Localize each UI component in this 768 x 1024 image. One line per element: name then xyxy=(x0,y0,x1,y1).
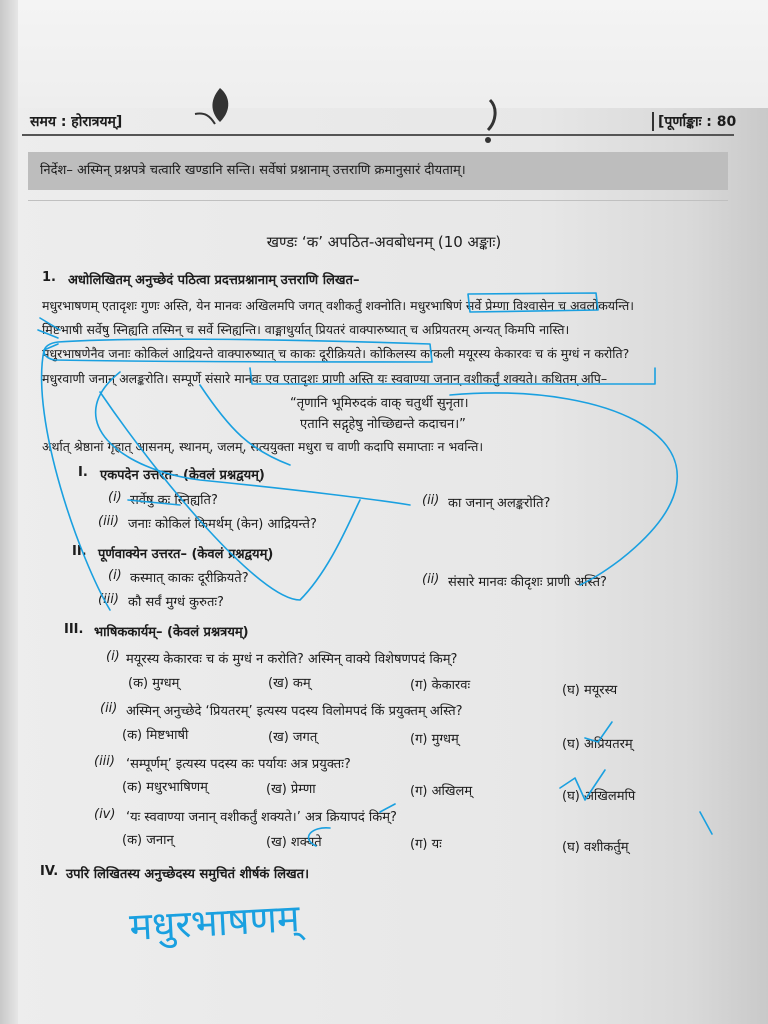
part1-q1: सर्वेषु कः स्निह्यति? xyxy=(130,493,218,508)
part3-q1-option-a: (क) मुग्धम् xyxy=(128,676,180,691)
part3-q4-option-d: (घ) वशीकर्तुम् xyxy=(562,840,629,855)
part1-q2-num: (ii) xyxy=(422,493,440,508)
ornament-drawing xyxy=(190,84,250,134)
part3-q2-option-a: (क) मिष्टभाषी xyxy=(122,728,189,743)
marks-label: [पूर्णाङ्काः : 80 xyxy=(652,112,736,131)
part2-title: पूर्णवाक्येन उत्तरत– (केवलं प्रश्नद्वयम्) xyxy=(98,547,274,562)
part3-q4: ‘यः स्ववाण्या जनान् वशीकर्तुं शक्यते।’ अत्र क्रियापदं किम्? xyxy=(126,810,397,825)
closing-line: अर्थात् श्रेष्ठानां गृहात् आसनम्, स्थानम्, जलम्, सत्ययुक्ता मधुरा च वाणी कदापि समाप्ताः न भवन्ति। xyxy=(42,439,484,454)
part3-label: III. xyxy=(64,622,84,637)
part3-q4-option-b: (ख) शक्यते xyxy=(266,835,322,850)
question-number: 1. xyxy=(42,270,56,285)
part2-q2: संसारे मानवः कीदृशः प्राणी अस्ति? xyxy=(448,575,607,590)
part2-q3-num: (iii) xyxy=(98,592,119,607)
part3-q2: अस्मिन् अनुच्छेदे ‘प्रियतरम्’ इत्यस्य पदस्य विलोमपदं किं प्रयुक्तम् अस्ति? xyxy=(126,704,463,719)
divider xyxy=(28,200,728,201)
part3-q4-option-a: (क) जनान् xyxy=(122,833,174,848)
part3-q3-num: (iii) xyxy=(94,754,115,769)
part3-q4-num: (iv) xyxy=(94,807,116,822)
verse-line-1: “तृणानि भूमिरुदकं वाक् चतुर्थी सुनृता। xyxy=(290,396,469,411)
part4-label: IV. xyxy=(40,864,59,879)
part3-q2-option-b: (ख) जगत् xyxy=(268,730,318,745)
passage-line-3: मधुरभाषणेनैव जनाः कोकिलं आद्रियन्ते वाक्पारुष्यात् च काकः दूरीक्रियते। कोकिलस्य काकली मयूरस्य केकारवः च कं मुग्धं न करोति? xyxy=(42,346,630,361)
part3-q2-num: (ii) xyxy=(100,701,118,716)
part3-q3-option-c: (ग) अखिलम् xyxy=(410,784,473,799)
section-title: खण्डः ‘क’ अपठित-अवबोधनम् (10 अङ्काः) xyxy=(266,233,502,251)
part3-q2-option-d: (घ) अप्रियतरम् xyxy=(562,737,633,752)
part4-title: उपरि लिखितस्य अनुच्छेदस्य समुचितं शीर्षकं लिखत। xyxy=(66,867,310,882)
part1-q3-num: (iii) xyxy=(98,514,119,529)
part2-q1: कस्मात् काकः दूरीक्रियते? xyxy=(130,571,249,586)
part1-q3: जनाः कोकिलं किमर्थम् (केन) आद्रियन्ते? xyxy=(128,517,317,532)
question-prompt: अधोलिखितम् अनुच्छेदं पठित्वा प्रदत्तप्रश्नानाम् उत्तराणि लिखत– xyxy=(68,273,360,288)
part1-q1-num: (i) xyxy=(108,490,122,505)
part3-q3-option-d: (घ) अखिलमपि xyxy=(562,789,636,804)
part3-q1-num: (i) xyxy=(106,649,120,664)
part2-q2-num: (ii) xyxy=(422,572,440,587)
instructions-box xyxy=(28,152,728,190)
part3-q3: ‘सम्पूर्णम्’ इत्यस्य पदस्य कः पर्यायः अत्र प्रयुक्तः? xyxy=(126,757,351,772)
part3-q1-option-b: (ख) कम् xyxy=(268,676,311,691)
time-label: समय : होरात्रयम्] xyxy=(30,114,123,130)
part3-q1: मयूरस्य केकारवः च कं मुग्धं न करोति? अस्मिन् वाक्ये विशेषणपदं किम्? xyxy=(126,652,458,667)
part1-q2: का जनान् अलङ्करोति? xyxy=(448,496,551,511)
verse-line-2: एतानि सद्गृहेषु नोच्छिद्यन्ते कदाचन।” xyxy=(300,417,466,432)
part3-q2-option-c: (ग) मुग्धम् xyxy=(410,732,459,747)
part3-q1-option-d: (घ) मयूरस्य xyxy=(562,683,618,698)
part3-q4-option-c: (ग) यः xyxy=(410,837,442,852)
top-band xyxy=(0,0,768,108)
instructions-text: निर्देश– अस्मिन् प्रश्नपत्रे चत्वारि खण्डानि सन्ति। सर्वेषां प्रश्नानाम् उत्तराणि क्रमानुसारं दीयताम्। xyxy=(40,163,466,178)
passage-line-4: मधुरवाणी जनान् अलङ्करोति। सम्पूर्णे संसारे मानवः एव एतादृशः प्राणी अस्ति यः स्ववाण्या जनान् वशीकर्तुं शक्यते। कथितम् अपि– xyxy=(42,371,608,386)
part2-q1-num: (i) xyxy=(108,568,122,583)
passage-line-1: मधुरभाषणम् एतादृशः गुणः अस्ति, येन मानवः अखिलमपि जगत् वशीकर्तुं शक्नोति। मधुरभाषिणं सर्वे प्रेम्णा विश्वासेन च अवलोकयन्ति। xyxy=(42,298,635,313)
part1-title: एकपदेन उत्तरत– (केवलं प्रश्नद्वयम्) xyxy=(100,468,265,483)
part3-q3-option-b: (ख) प्रेम्णा xyxy=(266,782,316,797)
part3-q3-option-a: (क) मधुरभाषिणम् xyxy=(122,780,208,795)
part2-label: II. xyxy=(72,544,87,559)
part3-title: भाषिककार्यम्– (केवलं प्रश्नत्रयम्) xyxy=(94,625,249,640)
part3-q1-option-c: (ग) केकारवः xyxy=(410,678,471,693)
page-edge-shadow xyxy=(0,0,18,1024)
part1-label: I. xyxy=(78,465,88,480)
part2-q3: कौ सर्वं मुग्धं कुरुतः? xyxy=(128,595,224,610)
handwritten-answer: मधुरभाषणम् xyxy=(128,896,301,949)
header-rule xyxy=(22,134,734,136)
passage-line-2: मिष्टभाषी सर्वेषु स्निह्यति तस्मिन् च सर्वे स्निह्यन्ति। वाङ्माधुर्यात् प्रियतरं वाक्पारुष्यात् च अप्रियतरम् अन्यत् किमपि नास्ति। xyxy=(42,322,570,337)
ornament-drawing-2 xyxy=(470,96,510,146)
